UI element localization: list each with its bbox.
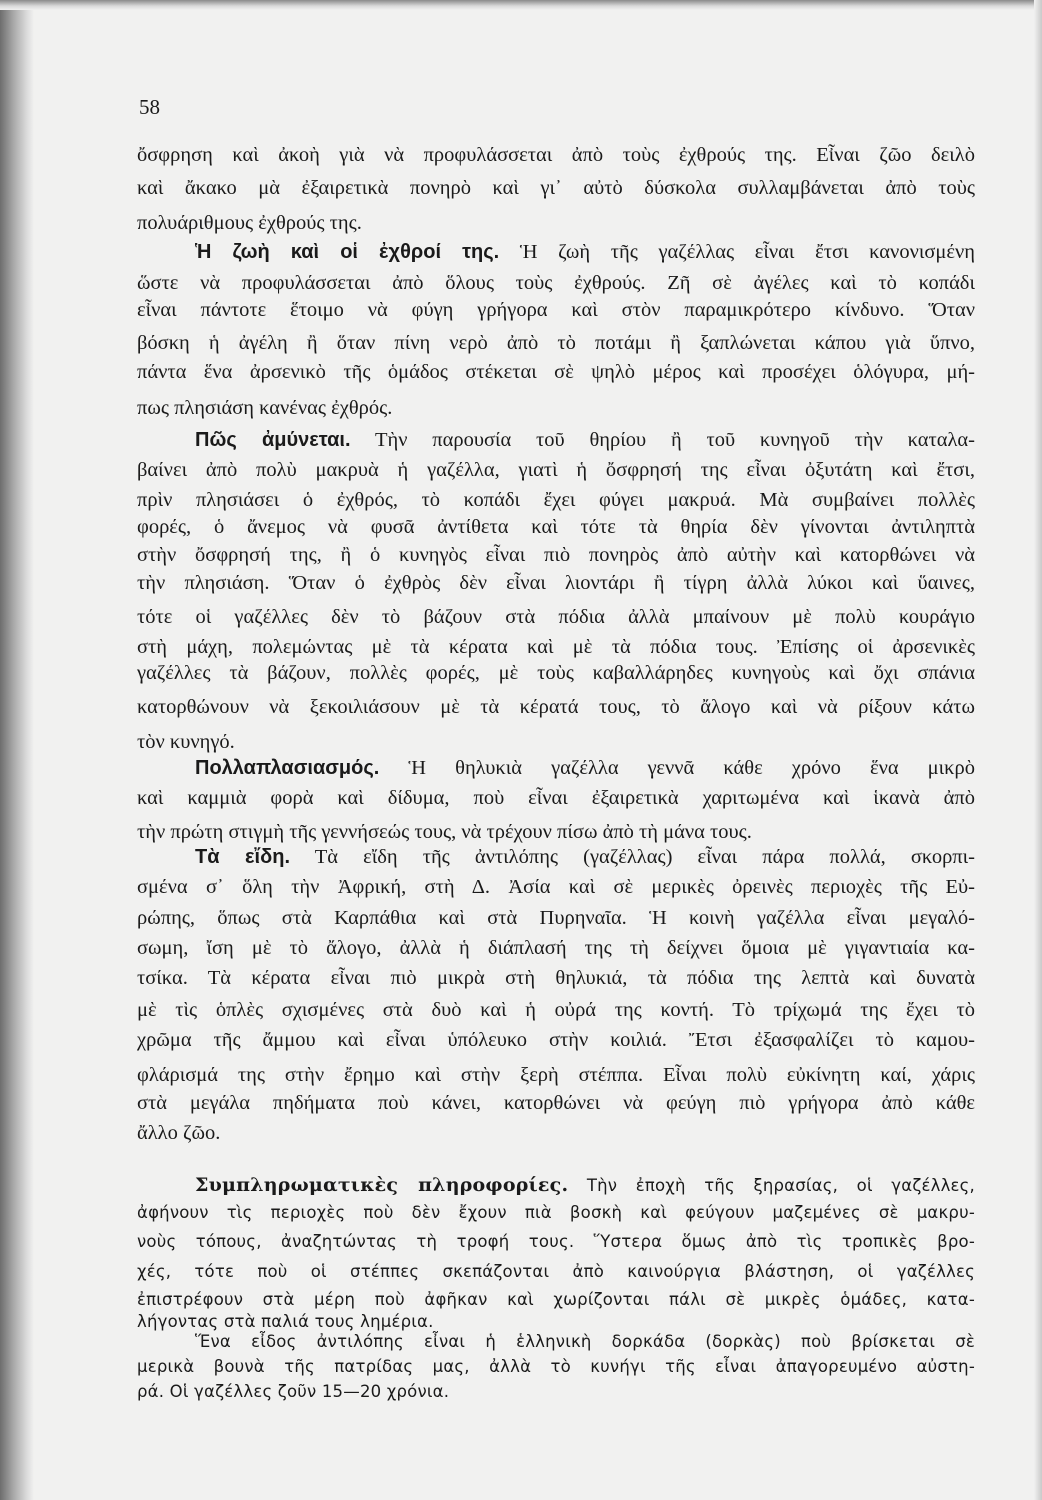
page-right-edge xyxy=(1034,0,1042,1500)
text-line xyxy=(137,1121,975,1145)
line-text: χρῶμα τῆς ἄμμου καὶ εἶναι ὑπόλευκο στὴν κοιλιά. Ἔτσι ἐξασφαλίζει τὸ καμου- xyxy=(137,1029,975,1051)
section-heading: Πῶς ἀμύνεται. xyxy=(195,429,351,451)
text-line xyxy=(137,1063,975,1087)
text-line xyxy=(137,1230,975,1254)
text-line xyxy=(137,1380,975,1404)
text-line xyxy=(137,695,975,719)
line-text: ὥστε νὰ προφυλάσσεται ἀπὸ ὅλους τοὺς ἐχθρούς. Ζῆ σὲ ἀγέλες καὶ τὸ κοπάδι xyxy=(137,272,975,294)
line-text: ἐπιστρέφουν στὰ μέρη ποὺ ἀφῆκαν καὶ χωρίζονται πάλι σὲ μικρὲς ὁμάδες, κατα- xyxy=(137,1290,975,1309)
section-heading: Συμπληρωματικὲς πληροφορίες. xyxy=(195,1174,569,1196)
line-text: στὴν ὄσφρησή της, ἢ ὁ κυνηγὸς εἶναι πιὸ πονηρὸς ἀπὸ αὐτὴν καὶ κατορθώνει νὰ xyxy=(137,544,975,566)
line-text: χές, τότε ποὺ οἱ στέππες σκεπάζονται ἀπὸ καινούργια βλάστηση, οἱ γαζέλλες xyxy=(137,1262,975,1281)
line-text: λήγοντας στὰ παλιά τους λημέρια. xyxy=(137,1312,434,1331)
line-text: τσίκα. Τὰ κέρατα εἶναι πιὸ μικρὰ στὴ θηλυκιά, τὰ πόδια της λεπτὰ καὶ δυνατὰ xyxy=(137,967,975,989)
line-text: καὶ ἄκακο μὰ ἐξαιρετικὰ πονηρὸ καὶ γι᾽ αὐτὸ δύσκολα συλλαμβάνεται ἀπὸ τοὺς xyxy=(137,177,975,199)
line-text: ὄσφρηση καὶ ἀκοὴ γιὰ νὰ προφυλάσσεται ἀπὸ τοὺς ἐχθρούς της. Εἶναι ζῶο δειλὸ xyxy=(137,144,975,166)
line-text: Ἡ ζωὴ τῆς γαζέλλας εἶναι ἔτσι κανονισμένη xyxy=(499,241,975,263)
text-line xyxy=(137,515,975,539)
text-line xyxy=(137,1260,975,1284)
line-text: πως πλησιάση κανένας ἐχθρός. xyxy=(137,397,393,419)
line-text: τὴν πρώτη στιγμὴ τῆς γεννήσεώς τους, νὰ τρέχουν πίσω ἀπὸ τὴ μάνα τους. xyxy=(137,821,752,843)
text-line xyxy=(137,488,975,512)
line-text: μὲ τὶς ὁπλὲς σχισμένες στὰ δυὸ καὶ ἡ οὐρά της κοντή. Τὸ τρίχωμά της ἔχει τὸ xyxy=(137,999,975,1021)
line-text: ἄλλο ζῶο. xyxy=(137,1122,221,1144)
section-heading: Πολλαπλασιασμός. xyxy=(195,757,380,779)
text-line xyxy=(137,998,975,1022)
section-heading-line xyxy=(195,240,975,264)
book-binding-shadow xyxy=(0,0,34,1500)
text-line xyxy=(137,1288,975,1312)
text-line xyxy=(137,211,975,235)
line-text: Τὴν παρουσία τοῦ θηρίου ἢ τοῦ κυνηγοῦ τὴν καταλα- xyxy=(350,429,976,451)
line-text: Τὰ εἴδη τῆς ἀντιλόπης (γαζέλλας) εἶναι πάρα πολλά, σκορπι- xyxy=(290,846,975,868)
page-number: 58 xyxy=(139,95,160,119)
line-text: στὰ μεγάλα πηδήματα ποὺ κάνει, κατορθώνει νὰ φεύγη πιὸ γρήγορα ἀπὸ κάθε xyxy=(137,1092,975,1114)
text-line xyxy=(137,1028,975,1052)
section-heading-line xyxy=(195,756,975,780)
text-line xyxy=(137,966,975,990)
text-line xyxy=(137,298,975,322)
line-text: τότε οἱ γαζέλλες δὲν τὸ βάζουν στὰ πόδια ἀλλὰ μπαίνουν μὲ πολὺ κουράγιο xyxy=(137,606,975,628)
line-text: σμένα σ᾽ ὅλη τὴν Ἀφρική, στὴ Δ. Ἀσία καὶ σὲ μερικὲς ὀρεινὲς περιοχὲς τῆς Εὐ- xyxy=(137,876,975,898)
text-line xyxy=(137,396,975,420)
line-text: καὶ καμμιὰ φορὰ καὶ δίδυμα, ποὺ εἶναι ἐξαιρετικὰ χαριτωμένα καὶ ἱκανὰ ἀπὸ xyxy=(137,787,975,809)
text-line xyxy=(137,1355,975,1379)
text-line xyxy=(195,1330,975,1354)
section-heading: Τὰ εἴδη. xyxy=(195,846,290,868)
line-text: βόσκη ἡ ἀγέλη ἢ ὅταν πίνη νερὸ ἀπὸ τὸ ποτάμι ἢ ξαπλώνεται κάπου γιὰ ὕπνο, xyxy=(137,332,975,354)
text-line xyxy=(137,820,975,844)
section-heading-line xyxy=(195,1173,975,1198)
line-text: κατορθώνουν νὰ ξεκοιλιάσουν μὲ τὰ κέρατά τους, τὸ ἄλογο καὶ νὰ ρίξουν κάτω xyxy=(137,696,975,718)
text-line xyxy=(137,635,975,659)
text-line xyxy=(137,661,975,685)
line-text: ρώπης, ὅπως στὰ Καρπάθια καὶ στὰ Πυρηναῖα. Ἡ κοινὴ γαζέλλα εἶναι μεγαλό- xyxy=(137,907,975,929)
text-line xyxy=(137,458,975,482)
line-text: Τὴν ἐποχὴ τῆς ξηρασίας, οἱ γαζέλλες, xyxy=(568,1176,975,1195)
line-text: στὴ μάχη, πολεμώντας μὲ τὰ κέρατα καὶ μὲ τὰ πόδια τους. Ἐπίσης οἱ ἀρσενικὲς xyxy=(137,636,975,658)
section-heading-line xyxy=(195,428,975,452)
line-text: ρά. Οἱ γαζέλλες ζοῦν 15—20 χρόνια. xyxy=(137,1382,450,1401)
line-text: σωμη, ἴση μὲ τὸ ἄλογο, ἀλλὰ ἡ διάπλασή της τὴ δείχνει ὅμοια μὲ γιγαντιαία κα- xyxy=(137,937,975,959)
text-line xyxy=(137,331,975,355)
line-text: ἀφήνουν τὶς περιοχὲς ποὺ δὲν ἔχουν πιὰ βοσκὴ καὶ φεύγουν μαζεμένες σὲ μακρυ- xyxy=(137,1203,975,1222)
text-line xyxy=(137,543,975,567)
text-line xyxy=(137,936,975,960)
line-text: νοὺς τόπους, ἀναζητώντας τὴ τροφή τους. Ὕστερα ὅμως ἀπὸ τὶς τροπικὲς βρο- xyxy=(137,1232,975,1251)
text-line xyxy=(137,786,975,810)
text-line xyxy=(137,875,975,899)
text-line xyxy=(137,605,975,629)
line-text: μερικὰ βουνὰ τῆς πατρίδας μας, ἀλλὰ τὸ κυνήγι τῆς εἶναι ἀπαγορευμένο αὐστη- xyxy=(137,1357,975,1376)
text-line xyxy=(137,1091,975,1115)
text-line xyxy=(137,271,975,295)
line-text: πολυάριθμους ἐχθρούς της. xyxy=(137,212,362,234)
text-line xyxy=(137,143,975,167)
section-heading-line xyxy=(195,845,975,869)
page-top-edge xyxy=(0,0,1042,10)
line-text: βαίνει ἀπὸ πολὺ μακρυὰ ἡ γαζέλλα, γιατὶ ἡ ὄσφρησή της εἶναι ὀξυτάτη καὶ ἔτσι, xyxy=(137,459,975,481)
text-line xyxy=(137,360,975,384)
section-heading: Ἡ ζωὴ καὶ οἱ ἐχθροί της. xyxy=(195,241,500,263)
line-text: φορές, ὁ ἄνεμος νὰ φυσᾶ ἀντίθετα καὶ τότε τὰ θηρία δὲν γίνονται ἀντιληπτὰ xyxy=(137,516,975,538)
text-line xyxy=(137,176,975,200)
line-text: φλάρισμά της στὴν ἔρημο καὶ στὴν ξερὴ στέππα. Εἶναι πολὺ εὐκίνητη καί, χάρις xyxy=(137,1064,975,1086)
line-text: πρὶν πλησιάσει ὁ ἐχθρός, τὸ κοπάδι ἔχει φύγει μακρυά. Μὰ συμβαίνει πολλὲς xyxy=(137,489,975,511)
text-line xyxy=(137,571,975,595)
line-text: Ἡ θηλυκιὰ γαζέλλα γεννᾶ κάθε χρόνο ἕνα μικρὸ xyxy=(379,757,975,779)
line-text: εἶναι πάντοτε ἕτοιμο νὰ φύγη γρήγορα καὶ στὸν παραμικρότερο κίνδυνο. Ὅταν xyxy=(137,299,975,321)
text-line xyxy=(137,730,975,754)
line-text: γαζέλλες τὰ βάζουν, πολλὲς φορές, μὲ τοὺς καβαλλάρηδες κυνηγοὺς καὶ ὄχι σπάνια xyxy=(137,662,975,684)
text-line xyxy=(137,906,975,930)
text-line xyxy=(137,1201,975,1225)
line-text: πάντα ἕνα ἀρσενικὸ τῆς ὁμάδος στέκεται σὲ ψηλὸ μέρος καὶ προσέχει ὁλόγυρα, μή- xyxy=(137,361,975,383)
line-text: τὸν κυνηγό. xyxy=(137,731,235,753)
line-text: Ἕνα εἶδος ἀντιλόπης εἶναι ἡ ἑλληνικὴ δορκάδα (δορκὰς) ποὺ βρίσκεται σὲ xyxy=(195,1332,975,1351)
line-text: τὴν πλησιάση. Ὅταν ὁ ἐχθρὸς δὲν εἶναι λιοντάρι ἢ τίγρη ἀλλὰ λύκοι καὶ ὕαινες, xyxy=(137,572,975,594)
